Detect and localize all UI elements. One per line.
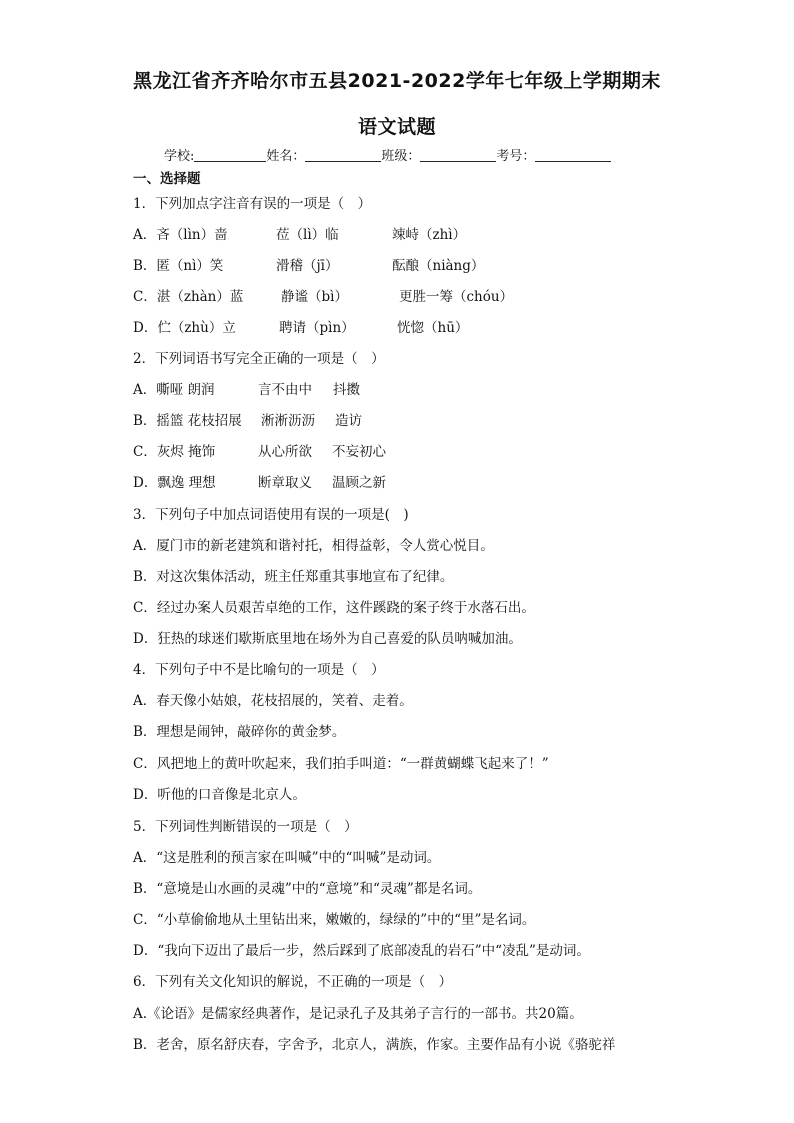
school-label: 学校: bbox=[164, 149, 195, 164]
q2-option-d: D．飘逸 理想 断章取义 温顾之新 bbox=[133, 475, 386, 491]
school-blank[interactable] bbox=[194, 149, 266, 162]
q5-option-d: D．“我向下迈出了最后一步，然后踩到了底部凌乱的岩石”中“凌乱”是动词。 bbox=[133, 943, 590, 959]
q3-option-d: D．狂热的球迷们歇斯底里地在场外为自己喜爱的队员呐喊加油。 bbox=[133, 631, 522, 647]
exam-title-line1: 黑龙江省齐齐哈尔市五县2021-2022学年七年级上学期期末 bbox=[133, 70, 661, 92]
exam-no-blank[interactable] bbox=[535, 149, 611, 162]
q2-option-b: B．摇篮 花枝招展 淅淅沥沥 造访 bbox=[133, 413, 362, 429]
question-stem-4: 4．下列句子中不是比喻句的一项是（ ） bbox=[133, 662, 385, 678]
q4-option-a: A．春天像小姑娘，花枝招展的，笑着、走着。 bbox=[133, 693, 413, 709]
q1-option-b: B．匿（nì）笑 滑稽（jī） 酝酿（niàng） bbox=[133, 258, 485, 274]
q1-option-a: A．吝（lìn）啬 莅（lì）临 竦峙（zhì） bbox=[133, 227, 467, 243]
question-stem-5: 5．下列词性判断错误的一项是（ ） bbox=[133, 819, 358, 835]
exam-no-label: 考号： bbox=[496, 149, 536, 164]
q1-option-c: C．湛（zhàn）蓝 静谧（bì） 更胜一筹（chóu） bbox=[133, 289, 514, 305]
class-blank[interactable] bbox=[420, 149, 496, 162]
q6-option-a: A.《论语》是儒家经典著作，是记录孔子及其弟子言行的一部书。共20篇。 bbox=[133, 1006, 583, 1022]
q3-option-b: B．对这次集体活动，班主任郑重其事地宣布了纪律。 bbox=[133, 569, 454, 585]
q1-option-d: D．伫（zhù）立 聘请（pìn） 恍惚（hū） bbox=[133, 320, 469, 336]
question-stem-1: 1．下列加点字注音有误的一项是（ ） bbox=[133, 196, 372, 212]
question-stem-3: 3．下列句子中加点词语使用有误的一项是( ) bbox=[133, 507, 409, 523]
class-label: 班级： bbox=[381, 149, 421, 164]
section-heading: 一、选择题 bbox=[133, 171, 201, 187]
q2-option-a: A．嘶哑 朗润 言不由中 抖擞 bbox=[133, 382, 360, 398]
q5-option-b: B．“意境是山水画的灵魂”中的“意境”和“灵魂”都是名词。 bbox=[133, 881, 482, 897]
name-blank[interactable] bbox=[305, 149, 381, 162]
q5-option-a: A．“这是胜利的预言家在叫喊”中的“叫喊”是动词。 bbox=[133, 850, 441, 866]
q5-option-c: C．“小草偷偷地从土里钻出来，嫩嫩的，绿绿的”中的“里”是名词。 bbox=[133, 912, 536, 928]
q2-option-c: C．灰烬 掩饰 从心所欲 不妄初心 bbox=[133, 444, 386, 460]
exam-title-line2: 语文试题 bbox=[357, 116, 436, 138]
q3-option-a: A．厦门市的新老建筑和谐衬托，相得益彰，令人赏心悦目。 bbox=[133, 538, 494, 554]
q3-option-c: C．经过办案人员艰苦卓绝的工作，这件蹊跷的案子终于水落石出。 bbox=[133, 600, 535, 616]
q4-option-d: D．听他的口音像是北京人。 bbox=[133, 787, 306, 803]
question-stem-6: 6．下列有关文化知识的解说，不正确的一项是（ ） bbox=[133, 974, 453, 990]
q4-option-b: B．理想是闹钟，敲碎你的黄金梦。 bbox=[133, 724, 346, 740]
name-label: 姓名： bbox=[266, 149, 306, 164]
question-stem-2: 2．下列词语书写完全正确的一项是（ ） bbox=[133, 351, 385, 367]
q4-option-c: C．风把地上的黄叶吹起来，我们拍手叫道：“一群黄蝴蝶飞起来了！” bbox=[133, 756, 549, 772]
q6-option-b: B．老舍，原名舒庆春，字舍予，北京人，满族，作家。主要作品有小说《骆驼祥 bbox=[133, 1037, 616, 1053]
student-info-row bbox=[164, 145, 611, 164]
